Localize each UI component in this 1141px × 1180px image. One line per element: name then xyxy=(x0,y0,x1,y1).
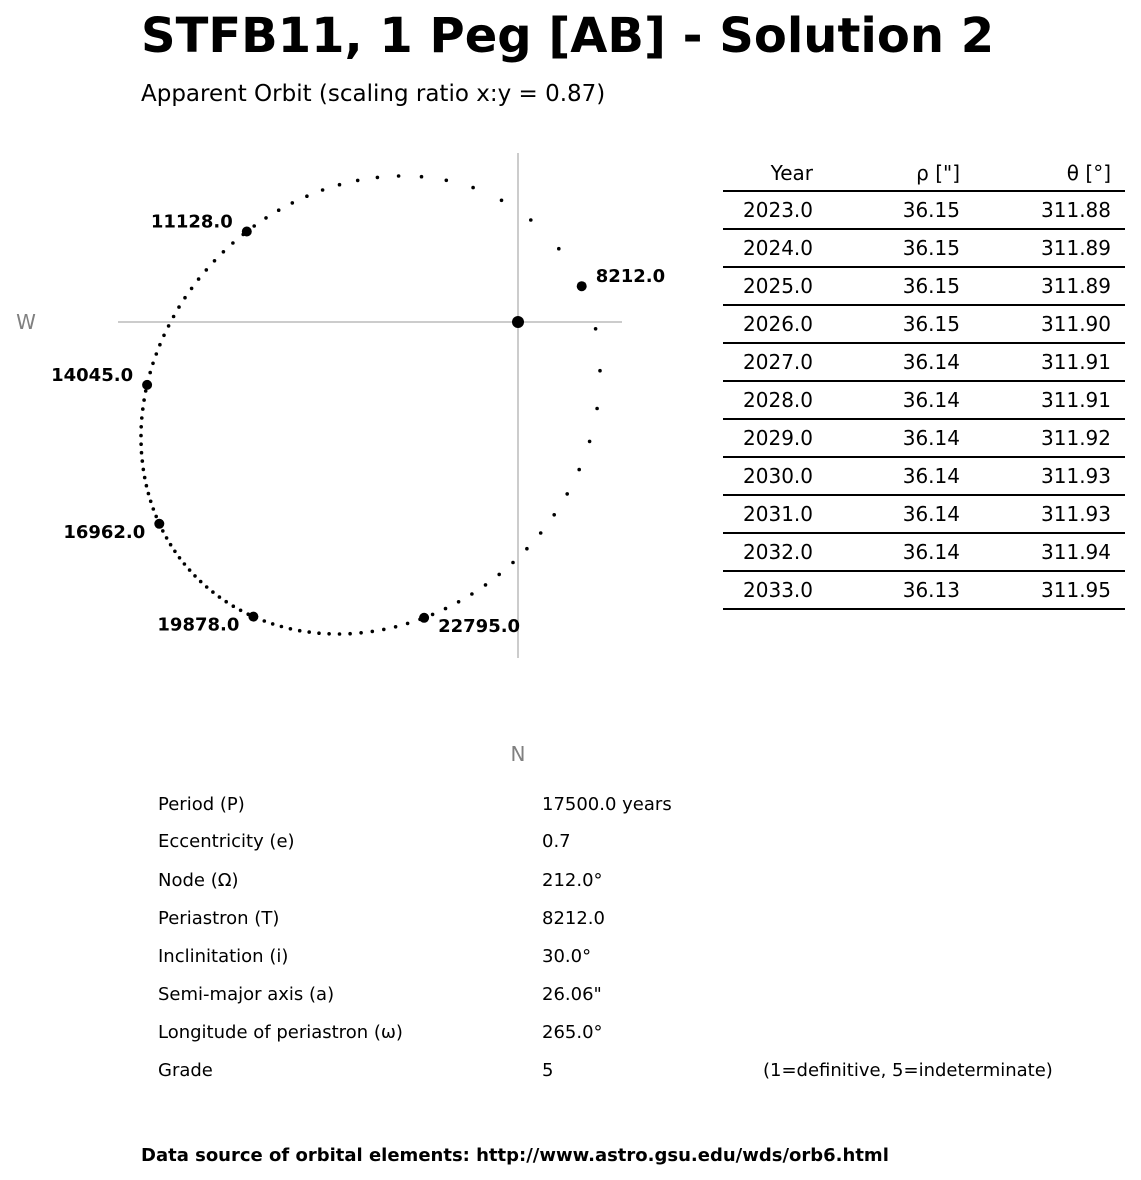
orbit-dot xyxy=(338,183,342,187)
orbit-dot xyxy=(497,573,501,577)
orbit-dot xyxy=(183,562,187,566)
cell-year: 2027.0 xyxy=(723,343,813,381)
orbit-dot xyxy=(445,179,449,183)
orbit-dot xyxy=(205,268,209,272)
cell-theta: 311.89 xyxy=(960,229,1125,267)
orbit-dot xyxy=(307,630,311,634)
parameter-label: Semi-major axis (a) xyxy=(158,984,335,1005)
epoch-label: 11128.0 xyxy=(150,211,233,233)
cell-theta: 311.93 xyxy=(960,495,1125,533)
orbit-dot xyxy=(139,434,143,438)
orbit-dot xyxy=(151,362,155,366)
table-row xyxy=(723,457,1125,495)
orbit-dot xyxy=(167,324,171,328)
orbit-dot xyxy=(197,277,201,281)
orbit-dot xyxy=(222,250,226,254)
orbit-dot xyxy=(317,631,321,635)
orbit-dot xyxy=(356,179,360,183)
orbit-dot xyxy=(161,529,165,533)
column-header-year: Year xyxy=(723,156,813,191)
parameter-row xyxy=(0,946,1141,970)
cell-rho: 36.15 xyxy=(813,191,960,229)
orbit-dot xyxy=(525,547,529,551)
orbit-dot xyxy=(394,625,398,629)
orbit-dot xyxy=(142,468,146,472)
parameter-label: Inclinitation (i) xyxy=(158,946,289,967)
parameter-value: 26.06" xyxy=(542,984,602,1005)
epoch-label: 19878.0 xyxy=(157,614,240,636)
orbit-dot xyxy=(511,561,515,565)
orbit-dot xyxy=(252,224,256,228)
epoch-marker xyxy=(577,281,587,291)
parameter-label: Longitude of periastron (ω) xyxy=(158,1022,403,1043)
cell-theta: 311.91 xyxy=(960,381,1125,419)
epoch-label: 14045.0 xyxy=(51,364,134,386)
orbit-dot xyxy=(231,241,235,245)
parameter-row xyxy=(0,831,1141,855)
orbit-dot xyxy=(420,175,424,179)
cell-rho: 36.13 xyxy=(813,571,960,609)
orbit-dot xyxy=(484,583,488,587)
orbit-plot xyxy=(0,140,700,780)
orbit-dot xyxy=(289,627,293,631)
orbit-dot xyxy=(158,343,162,347)
orbit-dot xyxy=(321,188,325,192)
orbit-dot xyxy=(444,607,448,611)
epoch-marker xyxy=(419,613,429,623)
cell-rho: 36.14 xyxy=(813,419,960,457)
orbit-dot xyxy=(142,398,146,402)
orbit-dot xyxy=(457,600,461,604)
orbit-dot xyxy=(557,247,561,251)
orbit-dot xyxy=(598,369,602,373)
parameter-label: Node (Ω) xyxy=(158,870,239,891)
axis-label-west: W xyxy=(16,310,36,334)
parameter-value: 30.0° xyxy=(542,946,592,967)
axis-label-north: N xyxy=(510,742,526,766)
cell-year: 2024.0 xyxy=(723,229,813,267)
cell-rho: 36.14 xyxy=(813,343,960,381)
orbit-dot xyxy=(382,628,386,632)
orbit-dot xyxy=(595,407,599,411)
orbit-dot xyxy=(431,613,435,617)
orbit-dot xyxy=(271,622,275,626)
orbit-dot xyxy=(263,619,267,623)
data-source-footer: Data source of orbital elements: http://www.astro.gsu.edu/wds/orb6.html xyxy=(141,1145,889,1166)
orbit-dot xyxy=(264,216,268,220)
orbit-dot xyxy=(371,630,375,634)
parameter-value: 0.7 xyxy=(542,831,571,852)
parameter-row xyxy=(0,908,1141,932)
orbit-dot xyxy=(211,590,215,594)
cell-rho: 36.14 xyxy=(813,457,960,495)
orbit-dot xyxy=(305,194,309,198)
epoch-label: 16962.0 xyxy=(63,521,146,543)
orbit-dot xyxy=(152,507,156,511)
orbit-dot xyxy=(140,451,144,455)
cell-year: 2028.0 xyxy=(723,381,813,419)
column-header-theta: θ [°] xyxy=(960,156,1125,191)
table-row xyxy=(723,191,1125,229)
orbit-dot xyxy=(213,259,217,263)
parameter-label: Period (P) xyxy=(158,794,245,815)
table-row xyxy=(723,229,1125,267)
orbit-dot xyxy=(148,371,152,375)
orbit-dot xyxy=(552,513,556,517)
parameter-value: 212.0° xyxy=(542,870,603,891)
orbit-dot xyxy=(500,199,504,203)
cell-year: 2025.0 xyxy=(723,267,813,305)
orbit-dot xyxy=(178,556,182,560)
epoch-marker xyxy=(154,519,164,529)
parameter-row xyxy=(0,870,1141,894)
orbit-dot xyxy=(348,632,352,636)
orbit-dot xyxy=(594,327,598,331)
table-row xyxy=(723,419,1125,457)
cell-theta: 311.95 xyxy=(960,571,1125,609)
orbit-dot xyxy=(529,218,533,222)
table-row xyxy=(723,495,1125,533)
orbit-dot xyxy=(188,568,192,572)
cell-rho: 36.15 xyxy=(813,267,960,305)
orbit-dot xyxy=(169,543,173,547)
table-row xyxy=(723,267,1125,305)
cell-theta: 311.93 xyxy=(960,457,1125,495)
orbit-dot xyxy=(205,585,209,589)
orbit-dot xyxy=(239,609,243,613)
cell-year: 2030.0 xyxy=(723,457,813,495)
cell-year: 2033.0 xyxy=(723,571,813,609)
cell-year: 2031.0 xyxy=(723,495,813,533)
parameter-row xyxy=(0,1060,1141,1084)
parameter-value: 17500.0 years xyxy=(542,794,672,815)
parameter-row xyxy=(0,1022,1141,1046)
orbit-dot xyxy=(141,459,145,463)
cell-year: 2026.0 xyxy=(723,305,813,343)
orbit-dot xyxy=(280,625,284,629)
primary-star xyxy=(512,316,524,328)
orbit-dots xyxy=(139,174,602,636)
orbit-dot xyxy=(173,550,177,554)
epoch-marker xyxy=(248,612,258,622)
orbit-dot xyxy=(218,595,222,599)
column-header-rho: ρ ["] xyxy=(813,156,960,191)
epoch-label: 8212.0 xyxy=(595,266,666,288)
parameter-label: Eccentricity (e) xyxy=(158,831,295,852)
parameter-row xyxy=(0,984,1141,1008)
orbit-dot xyxy=(141,407,145,411)
orbit-dot xyxy=(193,574,197,578)
table-row xyxy=(723,533,1125,571)
ephemeris-body xyxy=(723,191,1125,609)
epoch-label: 22795.0 xyxy=(438,615,521,637)
orbit-dot xyxy=(155,352,159,356)
orbit-dot xyxy=(140,416,144,420)
epoch-marker xyxy=(142,380,152,390)
table-row xyxy=(723,305,1125,343)
parameter-row xyxy=(0,794,1141,818)
cell-theta: 311.92 xyxy=(960,419,1125,457)
parameter-label: Grade xyxy=(158,1060,213,1081)
ephemeris-table xyxy=(723,156,1125,610)
orbit-dot xyxy=(139,425,143,429)
orbit-dot xyxy=(165,536,169,540)
parameter-label: Periastron (T) xyxy=(158,908,280,929)
orbit-dot xyxy=(577,468,581,472)
orbit-dot xyxy=(565,492,569,496)
cell-rho: 36.15 xyxy=(813,305,960,343)
epoch-marker xyxy=(242,227,252,237)
table-row xyxy=(723,343,1125,381)
orbit-dot xyxy=(149,500,153,504)
orbit-dot xyxy=(470,592,474,596)
orbit-dot xyxy=(177,305,181,309)
cell-theta: 311.90 xyxy=(960,305,1125,343)
orbit-dot xyxy=(172,315,176,319)
orbit-dot xyxy=(291,201,295,205)
cell-theta: 311.89 xyxy=(960,267,1125,305)
orbit-dot xyxy=(471,186,475,190)
orbit-dot xyxy=(338,632,342,636)
orbit-dot xyxy=(162,334,166,338)
orbit-dot xyxy=(277,208,281,212)
orbit-dot xyxy=(327,632,331,636)
cell-theta: 311.94 xyxy=(960,533,1125,571)
table-row xyxy=(723,571,1125,609)
ephemeris-header-row xyxy=(723,156,1125,191)
cell-year: 2023.0 xyxy=(723,191,813,229)
orbit-dot xyxy=(154,515,158,519)
parameter-value: 5 xyxy=(542,1060,554,1081)
cell-year: 2029.0 xyxy=(723,419,813,457)
epoch-markers xyxy=(51,212,665,637)
orbit-dot xyxy=(190,287,194,291)
cell-rho: 36.14 xyxy=(813,533,960,571)
orbit-dot xyxy=(232,604,236,608)
cell-theta: 311.91 xyxy=(960,343,1125,381)
cell-rho: 36.14 xyxy=(813,495,960,533)
parameter-value: 265.0° xyxy=(542,1022,603,1043)
orbit-dot xyxy=(397,174,401,178)
orbit-dot xyxy=(376,176,380,180)
cell-rho: 36.14 xyxy=(813,381,960,419)
orbit-dot xyxy=(183,296,187,300)
cell-theta: 311.88 xyxy=(960,191,1125,229)
orbit-dot xyxy=(143,476,147,480)
orbit-dot xyxy=(147,492,151,496)
cell-year: 2032.0 xyxy=(723,533,813,571)
parameter-value: 8212.0 xyxy=(542,908,605,929)
orbit-dot xyxy=(539,531,543,535)
cell-rho: 36.15 xyxy=(813,229,960,267)
orbit-dot xyxy=(298,629,302,633)
orbit-dot xyxy=(588,440,592,444)
orbit-dot xyxy=(359,631,363,635)
chart-subtitle: Apparent Orbit (scaling ratio x:y = 0.87) xyxy=(141,81,606,107)
orbit-dot xyxy=(406,622,410,626)
orbit-dot xyxy=(224,600,228,604)
table-row xyxy=(723,381,1125,419)
orbit-dot xyxy=(199,580,203,584)
page-title: STFB11, 1 Peg [AB] - Solution 2 xyxy=(141,8,995,64)
orbit-dot xyxy=(139,442,143,446)
parameter-note: (1=definitive, 5=indeterminate) xyxy=(763,1060,1053,1081)
orbit-dot xyxy=(145,484,149,488)
